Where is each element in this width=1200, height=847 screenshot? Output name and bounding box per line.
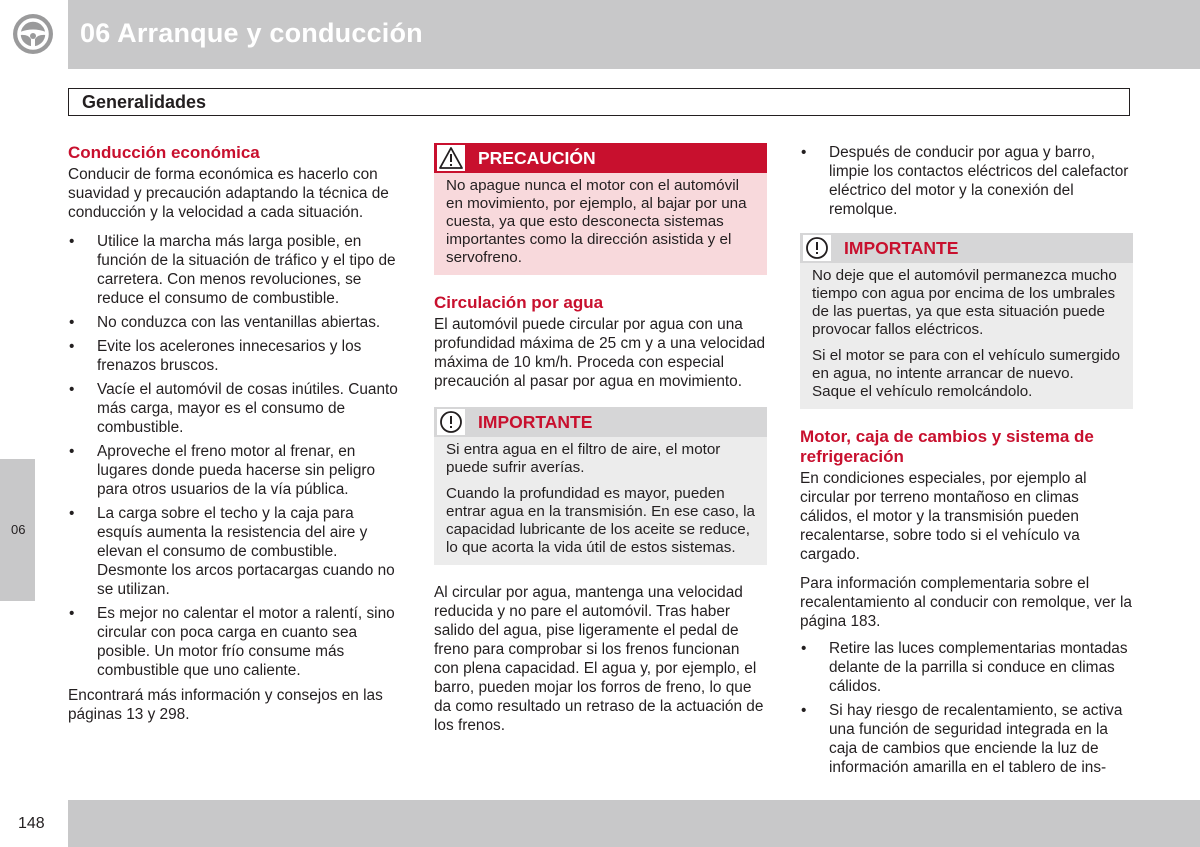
- warning-text: No apague nunca el motor con el automóvil en movimiento, por ejemplo, al bajar por una cuesta, ya que esto desconecta sistemas importantes como la dirección asistida y el servofreno.: [446, 177, 747, 266]
- important-title: IMPORTANTE: [844, 237, 959, 258]
- chapter-title: 06 Arranque y conducción: [80, 18, 423, 48]
- important-text: Cuando la profundidad es mayor, pueden entrar agua en la transmisión. En ese caso, la capacidad lubricante de los aceite se reduce, lo que acorta la vida útil de estos sistemas.: [446, 485, 755, 556]
- side-tab-label: 06: [11, 522, 26, 537]
- heading-economic-driving: Conducción económica: [68, 143, 260, 162]
- list-item: • Vacíe el automóvil de cosas inútiles. Cuanto más carga, mayor es el consumo de combustible.: [69, 381, 398, 436]
- important-text: No deje que el automóvil permanezca mucho tiempo con agua por encima de los umbrales de las puertas, ya que esta situación puede provocar fallos eléctricos.: [812, 267, 1117, 338]
- warning-title: PRECAUCIÓN: [478, 147, 596, 168]
- important-header: [434, 407, 767, 437]
- important-box: [800, 233, 1133, 409]
- water-intro: El automóvil puede circular por agua con una profundidad máxima de 25 cm y a una velocidad máxima de 10 km/h. Proceda con especial precaución al pasar por agua en movimiento.: [434, 316, 766, 390]
- list-item: • Aproveche el freno motor al frenar, en lugares donde pueda hacerse sin peligro para otros usuarios de la vía pública.: [69, 443, 376, 498]
- heading-engine-cooling: Motor, caja de cambios y sistema de refrigeración: [800, 427, 1094, 466]
- exclamation-circle-icon: [803, 235, 831, 261]
- outro-paragraph: Encontrará más información y consejos en las páginas 13 y 298.: [68, 687, 383, 723]
- exclamation-circle-icon: [437, 409, 465, 435]
- trailer-reference: Para información complementaria sobre el recalentamiento al conducir con remolque, ver la página 183.: [800, 575, 1132, 630]
- intro-paragraph: Conducir de forma económica es hacerlo con suavidad y precaución adaptando la técnica de conducción y la velocidad a cada situación.: [68, 166, 389, 221]
- important-body: [434, 437, 767, 565]
- important-title: IMPORTANTE: [478, 411, 593, 432]
- important-box: [434, 407, 767, 565]
- economy-tips-list: [68, 232, 401, 680]
- important-body: [800, 263, 1133, 409]
- important-header: [800, 233, 1133, 263]
- overheat-list: [800, 639, 1133, 777]
- important-text: Si entra agua en el filtro de aire, el motor puede sufrir averías.: [446, 441, 721, 476]
- list-item: • Es mejor no calentar el motor a ralentí, sino circular con poca carga en cuanto sea posible. Un motor frío consume más combustible que uno caliente.: [69, 605, 395, 679]
- list-item: • Si hay riesgo de recalentamiento, se activa una función de seguridad integrada en la caja de cambios que enciende la luz de información amarilla en el tablero de ins-: [801, 702, 1123, 776]
- header-icon-area: [0, 0, 68, 69]
- list-item: • Después de conducir por agua y barro, limpie los contactos eléctricos del calefactor eléctrico del motor y la conexión del remolque.: [801, 144, 1129, 218]
- engine-intro: En condiciones especiales, por ejemplo al circular por terreno montañoso en climas cálidos, el motor y la transmisión pueden recalentarse, sobre todo si el vehículo va cargado.: [800, 470, 1087, 563]
- column-left: [68, 143, 401, 730]
- water-outro: Al circular por agua, mantenga una velocidad reducida y no pare el automóvil. Tras haber salido del agua, pise ligeramente el pedal de freno para comprobar si los frenos funcionan con plena capacidad. El agua y, por ejemplo, el barro, pueden mojar los forros de freno, lo que da como resultado un retraso de la actuación de los frenos.: [434, 584, 764, 734]
- warning-body: [434, 173, 767, 275]
- list-item: • No conduzca con las ventanillas abiertas.: [69, 314, 381, 331]
- page-number: 148: [18, 815, 45, 832]
- list-item: • Evite los acelerones innecesarios y los frenazos bruscos.: [69, 338, 362, 374]
- list-item: • La carga sobre el techo y la caja para esquís aumenta la resistencia del aire y elevan el consumo de combustible. Desmonte los arcos portacargas cuando no se utilizan.: [69, 505, 395, 598]
- after-water-list: [800, 143, 1133, 219]
- column-middle: [434, 143, 767, 741]
- heading-water-driving: Circulación por agua: [434, 293, 604, 312]
- list-item: • Retire las luces complementarias montadas delante de la parrilla si conduce en climas cálidos.: [801, 640, 1128, 695]
- warning-header: [434, 143, 767, 173]
- column-right: [800, 143, 1133, 783]
- footer-bar: [68, 800, 1200, 847]
- steering-wheel-icon: [12, 13, 54, 55]
- section-title: Generalidades: [82, 92, 207, 112]
- warning-box: [434, 143, 767, 275]
- section-header: [68, 88, 1130, 116]
- important-text: Si el motor se para con el vehículo sumergido en agua, no intente arrancar de nuevo. Saque el vehículo remolcándolo.: [812, 347, 1121, 400]
- list-item: • Utilice la marcha más larga posible, en función de la situación de tráfico y el tipo de carretera. Con menos revoluciones, se reduce el consumo de combustible.: [69, 233, 396, 307]
- warning-triangle-icon: [437, 145, 465, 171]
